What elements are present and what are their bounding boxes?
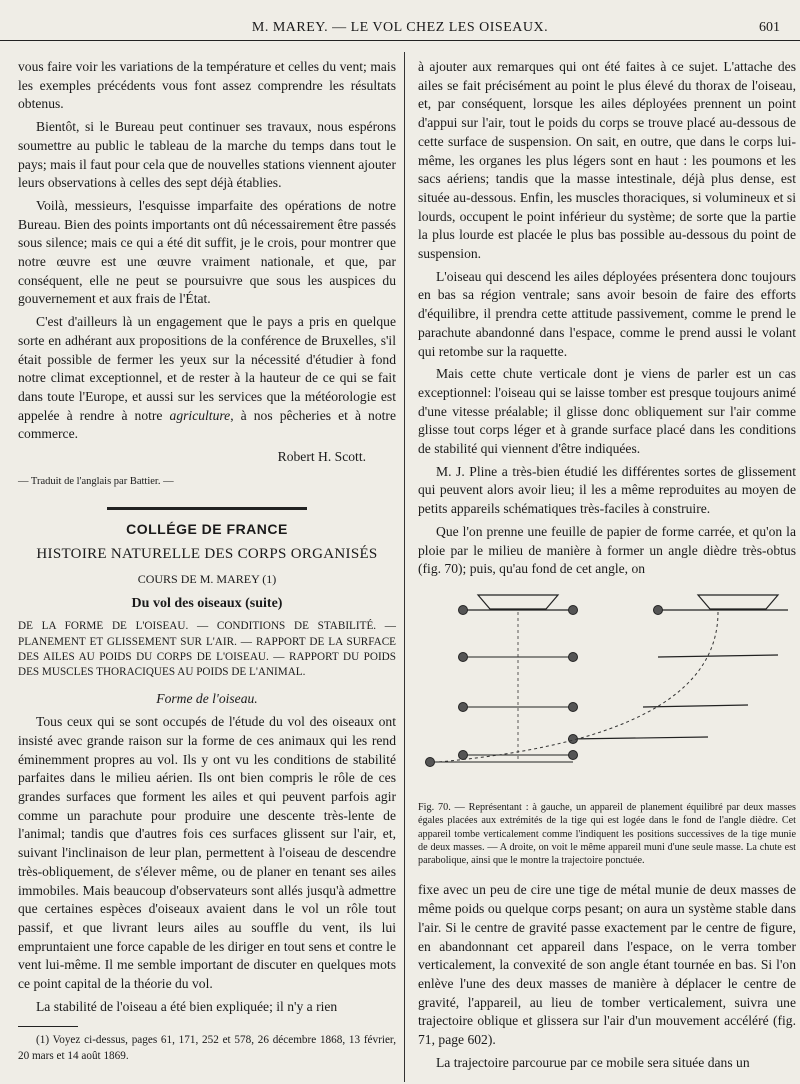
paragraph: Tous ceux qui se sont occupés de l'étude du vol des oiseaux ont insisté avec grande raison sur la forme de ces animaux qui les rend éminemment propres au vol. Ils y ont vu les conditions de stabilité parfaites dans le milieu aérien. Ils ont bien compris le rôle de ces grandes surfaces que forment les ailes et qui peuvent parfois agir comme un parachute pour produire une descente très-lente de l'animal; tandis que d'autres fois ces surfaces glissent sur l'air, et, suivant l'inclinaison de leur plan, permettent à l'oiseau de descendre très-obliquement, de s'élever même, ou de planer en tenant ses ailes immobiles. Mais beaucoup d'observateurs sont allés jusqu'à admettre que certaines espèces d'oiseaux avaient dans le vol un rôle tout passif, et que livrant leurs ailes au souffle du vent, ils lui empruntaient une force capable de les diriger en tout sens et contre le vent lui-même. Il me semble important de discuter en quelques mots ce point capital de la théorie du vol. <box>18 714 396 992</box>
rod <box>568 737 708 739</box>
column-divider <box>404 52 405 1082</box>
figure-caption: Fig. 70. — Représentant : à gauche, un appareil de planement équilibré par deux masses égales placées aux extrémités de la tige qui est logée dans le fond de l'angle dièdre. Cet appareil tombe verticalement comme l'indiquent les positions successives de la tige munie de deux masses. — A droite, on voit le même appareil muni d'une seule masse. La chute est parabolique, ainsi que le montre la trajectoire ponctuée. <box>418 801 796 867</box>
left-column <box>18 58 396 1068</box>
figure-70-illustration <box>418 587 796 797</box>
lesson-title: Du vol des oiseaux (suite) <box>131 595 283 611</box>
course-subheading: COURS DE M. MAREY (1) <box>137 571 277 586</box>
section-rule <box>107 507 307 510</box>
mass <box>459 750 468 759</box>
parabolic-trajectory <box>438 612 718 762</box>
paragraph <box>18 313 396 444</box>
lesson-summary: DE LA FORME DE L'OISEAU. — CONDITIONS DE STABILITÉ. — PLANEMENT ET GLISSEMENT SUR L'AIR. — RAPPORT DE LA SURFACE DES AILES AU POIDS DU CORPS DE L'OISEAU. — RAPPORT DU POIDS DES MUSCLES THORACIQUES AU POIDS DE L'ANIMAL. <box>18 620 396 679</box>
italic-word: agriculture <box>169 407 231 423</box>
paragraph: vous faire voir les variations de la température et celles du vent; mais les exemples précédents vous font assez comprendre les résultats obtenus. <box>18 59 396 112</box>
mass <box>569 605 578 614</box>
paragraph-text: , à nos pêcheries et à notre commerce. <box>18 407 396 442</box>
paragraph: fixe avec un peu de cire une tige de métal munie de deux masses de même poids ou quelque corps pesant; on aura un système stable dans l'air. Si le centre de gravité passe exactement par le centre de figure, en abandonnant cet appareil dans l'espace, on le verra tomber verticalement, la convexité de son angle étant tournée en bas. Si l'on enlève l'une des deux masses de manière à déplacer le centre de gravité, l'appareil, au lieu de tomber verticalement, suivra une trajectoire oblique et glissera sur l'air d'un mouvement accéléré (fig. 71, page 602). <box>418 882 796 1048</box>
paragraph: Mais cette chute verticale dont je viens de parler est un cas exceptionnel: l'oiseau qui se laisse tomber est presque toujours animé d'une vitesse préalable; il glisse donc obliquement sur l'air comme glisse tout corps léger et à grande surface placé dans les conditions de stabilité qui viennent d'être indiquées. <box>418 366 796 457</box>
mass <box>654 605 663 614</box>
footnote-rule <box>18 1026 78 1027</box>
mass <box>459 605 468 614</box>
mass <box>459 702 468 711</box>
figure-70 <box>418 587 796 797</box>
mass <box>426 757 435 766</box>
dihedral-right <box>698 595 778 609</box>
paragraph: Que l'on prenne une feuille de papier de forme carrée, et qu'on la ploie par le milieu de manière à former un angle dièdre très-obtus (fig. 70); puis, qu'au fond de cet angle, on <box>418 523 796 577</box>
running-title: M. MAREY. — LE VOL CHEZ LES OISEAUX. <box>251 20 549 35</box>
rod <box>658 655 778 657</box>
paragraph-text: C'est d'ailleurs là un engagement que le pays a pris en quelque sorte en adhérant aux propositions de la conférence de Bruxelles, s'il était possible de fermer les yeux sur la nécessité d'étudier à fond notre climat exceptionnel, et de rester à la hauteur de ce qui se fait dans toute l'Europe, et aussi sur les services que la météorologie est appelée à rendre à notre <box>18 314 396 423</box>
mass <box>569 702 578 711</box>
mass <box>569 750 578 759</box>
translation-note: — Traduit de l'anglais par Battier. — <box>18 475 174 487</box>
mass <box>569 652 578 661</box>
paragraph: Bientôt, si le Bureau peut continuer ses travaux, nous espérons soumettre au public le tableau de la marche du temps dans tout le pays; mais il faut pour cela que de nouvelles stations viennent ajouter leurs observations à celles des sept déjà établies. <box>18 119 396 191</box>
course-heading: HISTOIRE NATURELLE DES CORPS ORGANISÉS <box>36 546 378 563</box>
paragraph: à ajouter aux remarques qui ont été faites à ce sujet. L'attache des ailes se fait précisément au point le plus élevé du thorax de l'oiseau, et, par conséquent, lorsque les ailes déployées prennent un point d'appui sur l'air, tout le poids du corps se trouve placé au-dessous de cette surface de suspension. On sait, en outre, que dans le corps lui-même, les organes les plus légers sont en haut : les poumons et les sacs aériens; tandis que la masse intestinale, déjà plus dense, est située au-dessous. Enfin, les muscles thoraciques, si volumineux et si lourds, occupent le point inférieur du système; de sorte que la partie la plus lourde est placée le plus bas possible au-dessous du point de suspension. <box>418 59 796 262</box>
right-column <box>418 58 796 1077</box>
page-header <box>0 0 800 41</box>
footnote: (1) Voyez ci-dessus, pages 61, 171, 252 et 578, 26 décembre 1868, 13 février, 20 mars et 14 août 1869. <box>18 1034 396 1062</box>
paragraph: M. J. Pline a très-bien étudié les différentes sortes de glissement qui peuvent alors avoir lieu; il les a même reproduites au moyen de petits appareils schématiques très-faciles à construire. <box>418 463 796 517</box>
signature: Robert H. Scott. <box>277 449 366 465</box>
paragraph: Voilà, messieurs, l'esquisse imparfaite des opérations de notre Bureau. Bien des points importants ont dû nécessairement être passés sous silence; mais ce qui a été dit suffit, je le crois, pour montrer que notre œuvre est une œuvre vraiment nationale, et que, par conséquent, elle ne peut se poursuivre que sous les auspices du gouvernement et aux frais de l'État. <box>18 197 396 307</box>
institution-heading: COLLÉGE DE FRANCE <box>126 521 288 538</box>
section-subheading: Forme de l'oiseau. <box>156 691 258 707</box>
paragraph: La stabilité de l'oiseau a été bien expliquée; il n'y a rien <box>36 998 338 1014</box>
page-number: 601 <box>759 20 780 35</box>
paragraph: L'oiseau qui descend les ailes déployées présentera donc toujours en bas sa région ventrale; sans avoir besoin de faire des efforts d'équilibre, il prendra cette attitude passivement, comme le prend le parachute abandonné dans l'espace, comme le prend aussi le volant qui retombe sur la raquette. <box>418 268 796 359</box>
dihedral-left <box>478 595 558 609</box>
mass <box>459 652 468 661</box>
paragraph: La trajectoire parcourue par ce mobile sera située dans un <box>436 1054 750 1070</box>
